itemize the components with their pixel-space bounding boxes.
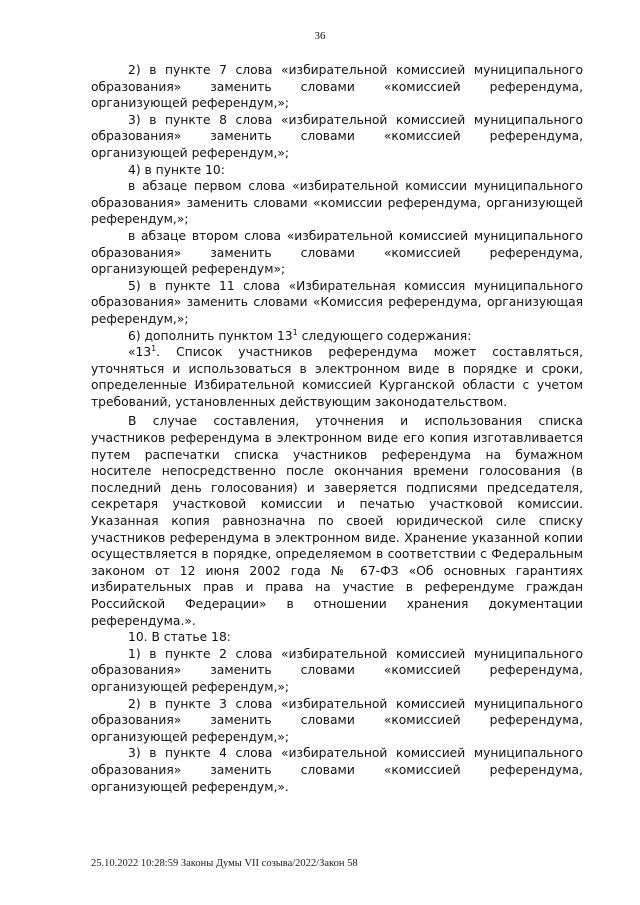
paragraph-item-4: 4) в пункте 10: [128,162,225,177]
paragraph-point-13-1 [91,344,583,410]
paragraph-item-6 [91,328,583,345]
item6-text-end: следующего содержания: [297,328,472,343]
page-number: 36 [314,30,326,42]
paragraph-art18-item-2: 2) в пункте 3 слова «избирательной комиссией муниципального образования» заменить словами «комиссией референдума, организующей референдум,»; [91,696,583,744]
item6-text: 6) дополнить пунктом 13 [128,328,293,343]
point13-text: . Список участников референдума может составляться, уточняться и использоваться в электронном виде в порядке и сроки, определенные Избирательной комиссией Курганской области с учетом требований, установленных действующим законодательством. [91,345,583,409]
point13-number: «13 [128,345,152,360]
paragraph-item-2: 2) в пункте 7 слова «избирательной комиссией муниципального образования» заменить словами «комиссией референдума, организующей референдум,»; [91,63,583,111]
point13-superscript: 1 [151,344,157,353]
paragraph-electronic-list-copy: В случае составления, уточнения и использования списка участников референдума в электронном виде его копия изготавливается путем распечатки списка участников референдума на бумажном носителе непосредственно после окончания времени голосования (в последний день голосования) и заверяется подписями председателя, секретаря участковой комиссии и печатью участковой комиссии. Указанная копия равнозначна по своей юридической силе списку участников референдума в электронном виде. Хранение указанной копии осуществляется в порядке, определяемом в соответствии с Федеральным законом от 12 июня 2002 года № 67-ФЗ «Об основных гарантиях избирательных прав и права на участие в референдуме граждан Российской Федерации» в отношении хранения документации референдума.». [91,414,583,628]
paragraph-item-3: 3) в пункте 8 слова «избирательной комиссией муниципального образования» заменить словами «комиссией референдума, организующей референдум,»; [91,112,583,160]
item6-superscript: 1 [292,327,298,337]
paragraph-item-4-abz-1: в абзаце первом слова «избирательной комиссии муниципального образования» заменить словами «комиссии референдума, организующей референдум,»; [91,179,583,227]
paragraph-art18-item-1: 1) в пункте 2 слова «избирательной комиссией муниципального образования» заменить словами «комиссией референдума, организующей референдум,»; [91,646,583,694]
footer-stamp: 25.10.2022 10:28:59 Законы Думы VII созыва/2022/Закон 58 [91,858,358,869]
document-body [91,62,583,795]
paragraph-art18-item-3: 3) в пункте 4 слова «избирательной комиссией муниципального образования» заменить словами «комиссией референдума, организующей референдум,». [91,746,583,794]
paragraph-item-4-abz-2: в абзаце втором слова «избирательной комиссией муниципального образования» заменить словами «комиссией референдума, организующей референдум»; [91,228,583,277]
paragraph-item-5: 5) в пункте 11 слова «Избирательная комиссия муниципального образования» заменить словами «Комиссия референдума, организующая референдум,»; [91,278,583,326]
paragraph-article-18: 10. В статье 18: [128,630,231,645]
